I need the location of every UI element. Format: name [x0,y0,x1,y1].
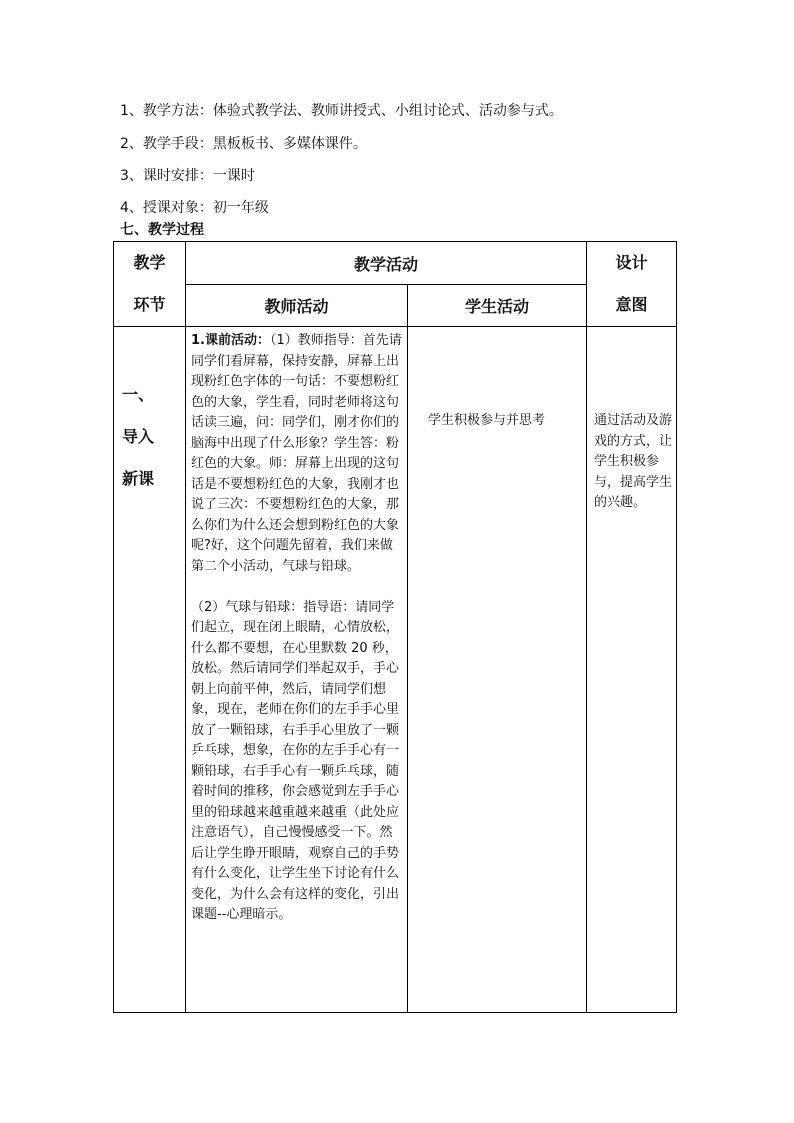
stage-cell [114,327,186,1013]
intro-target-audience: 4、授课对象：初一年级 [120,200,269,216]
pink-elephant-activity-text: （1）教师指导：首先请同学们看屏幕，保持安静，屏幕上出现粉红色字体的一句话：不要想粉红色的大象，学生看，同时老师将这句话读三遍，问：同学们，刚才你们的脑海中出现了什么形象？学生答：粉红色的大象。师：屏幕上出现的这句话是不要想粉红色的大象，我刚才也说了三次：不要想粉红色的大象，那么你们为什么还会想到粉红色的大象呢?好，这个问题先留着，我们来做第二个小活动，气球与铅球。 [191,333,402,574]
paragraph-spacer [191,577,403,598]
teacher-activity-part1 [191,331,403,577]
header-design-top: 设计 [615,253,648,272]
header-teacher-activity: 教师活动 [186,285,408,327]
header-design-cell [587,242,677,327]
teacher-activity-cell [186,327,408,1013]
header-design-bottom: 意图 [615,295,648,314]
intro-teaching-means: 2、教学手段：黑板板书、多媒体课件。 [120,136,367,152]
student-activity-cell: 学生积极参与并思考 [408,327,587,1013]
header-stage-bottom: 环节 [133,295,166,314]
intro-teaching-methods: 1、教学方法：体验式教学法、教师讲授式、小组讨论式、活动参与式。 [120,103,563,119]
stage-label-2: 新课 [122,469,155,488]
lesson-process-table [113,241,677,1013]
section-heading: 七、教学过程 [120,222,204,238]
stage-label-1: 导入 [122,427,155,446]
intro-class-schedule: 3、课时安排：一课时 [120,168,255,184]
balloon-shotput-activity-text: （2）气球与铅球：指导语：请同学们起立，现在闭上眼睛，心情放松，什么都不要想，在心里默数 20 秒，放松。然后请同学们举起双手，手心朝上向前平伸，然后，请同学们想象，现在，老师在你们的左手手心里放了一颗铅球，右手手心里放了一颗乒乓球，想象，在你的左手手心有一颗铅球，右手手心有一颗乒乓球，随着时间的推移，你会感觉到左手手心里的铅球越来越重越来越重（此处应注意语气），自己慢慢感受一下。然后让学生睁开眼睛，观察自己的手势有什么变化，让学生坐下讨论有什么变化，为什么会有这样的变化，引出课题--心理暗示。 [191,599,400,922]
header-stage-cell [114,242,186,327]
pre-class-activity-label: 1.课前活动： [191,333,270,348]
stage-number: 一、 [122,385,155,404]
header-stage-top: 教学 [133,253,166,272]
header-activities: 教学活动 [186,242,587,285]
design-purpose-cell: 通过活动及游戏的方式，让学生积极参与，提高学生的兴趣。 [587,327,677,1013]
header-student-activity: 学生活动 [408,285,587,327]
